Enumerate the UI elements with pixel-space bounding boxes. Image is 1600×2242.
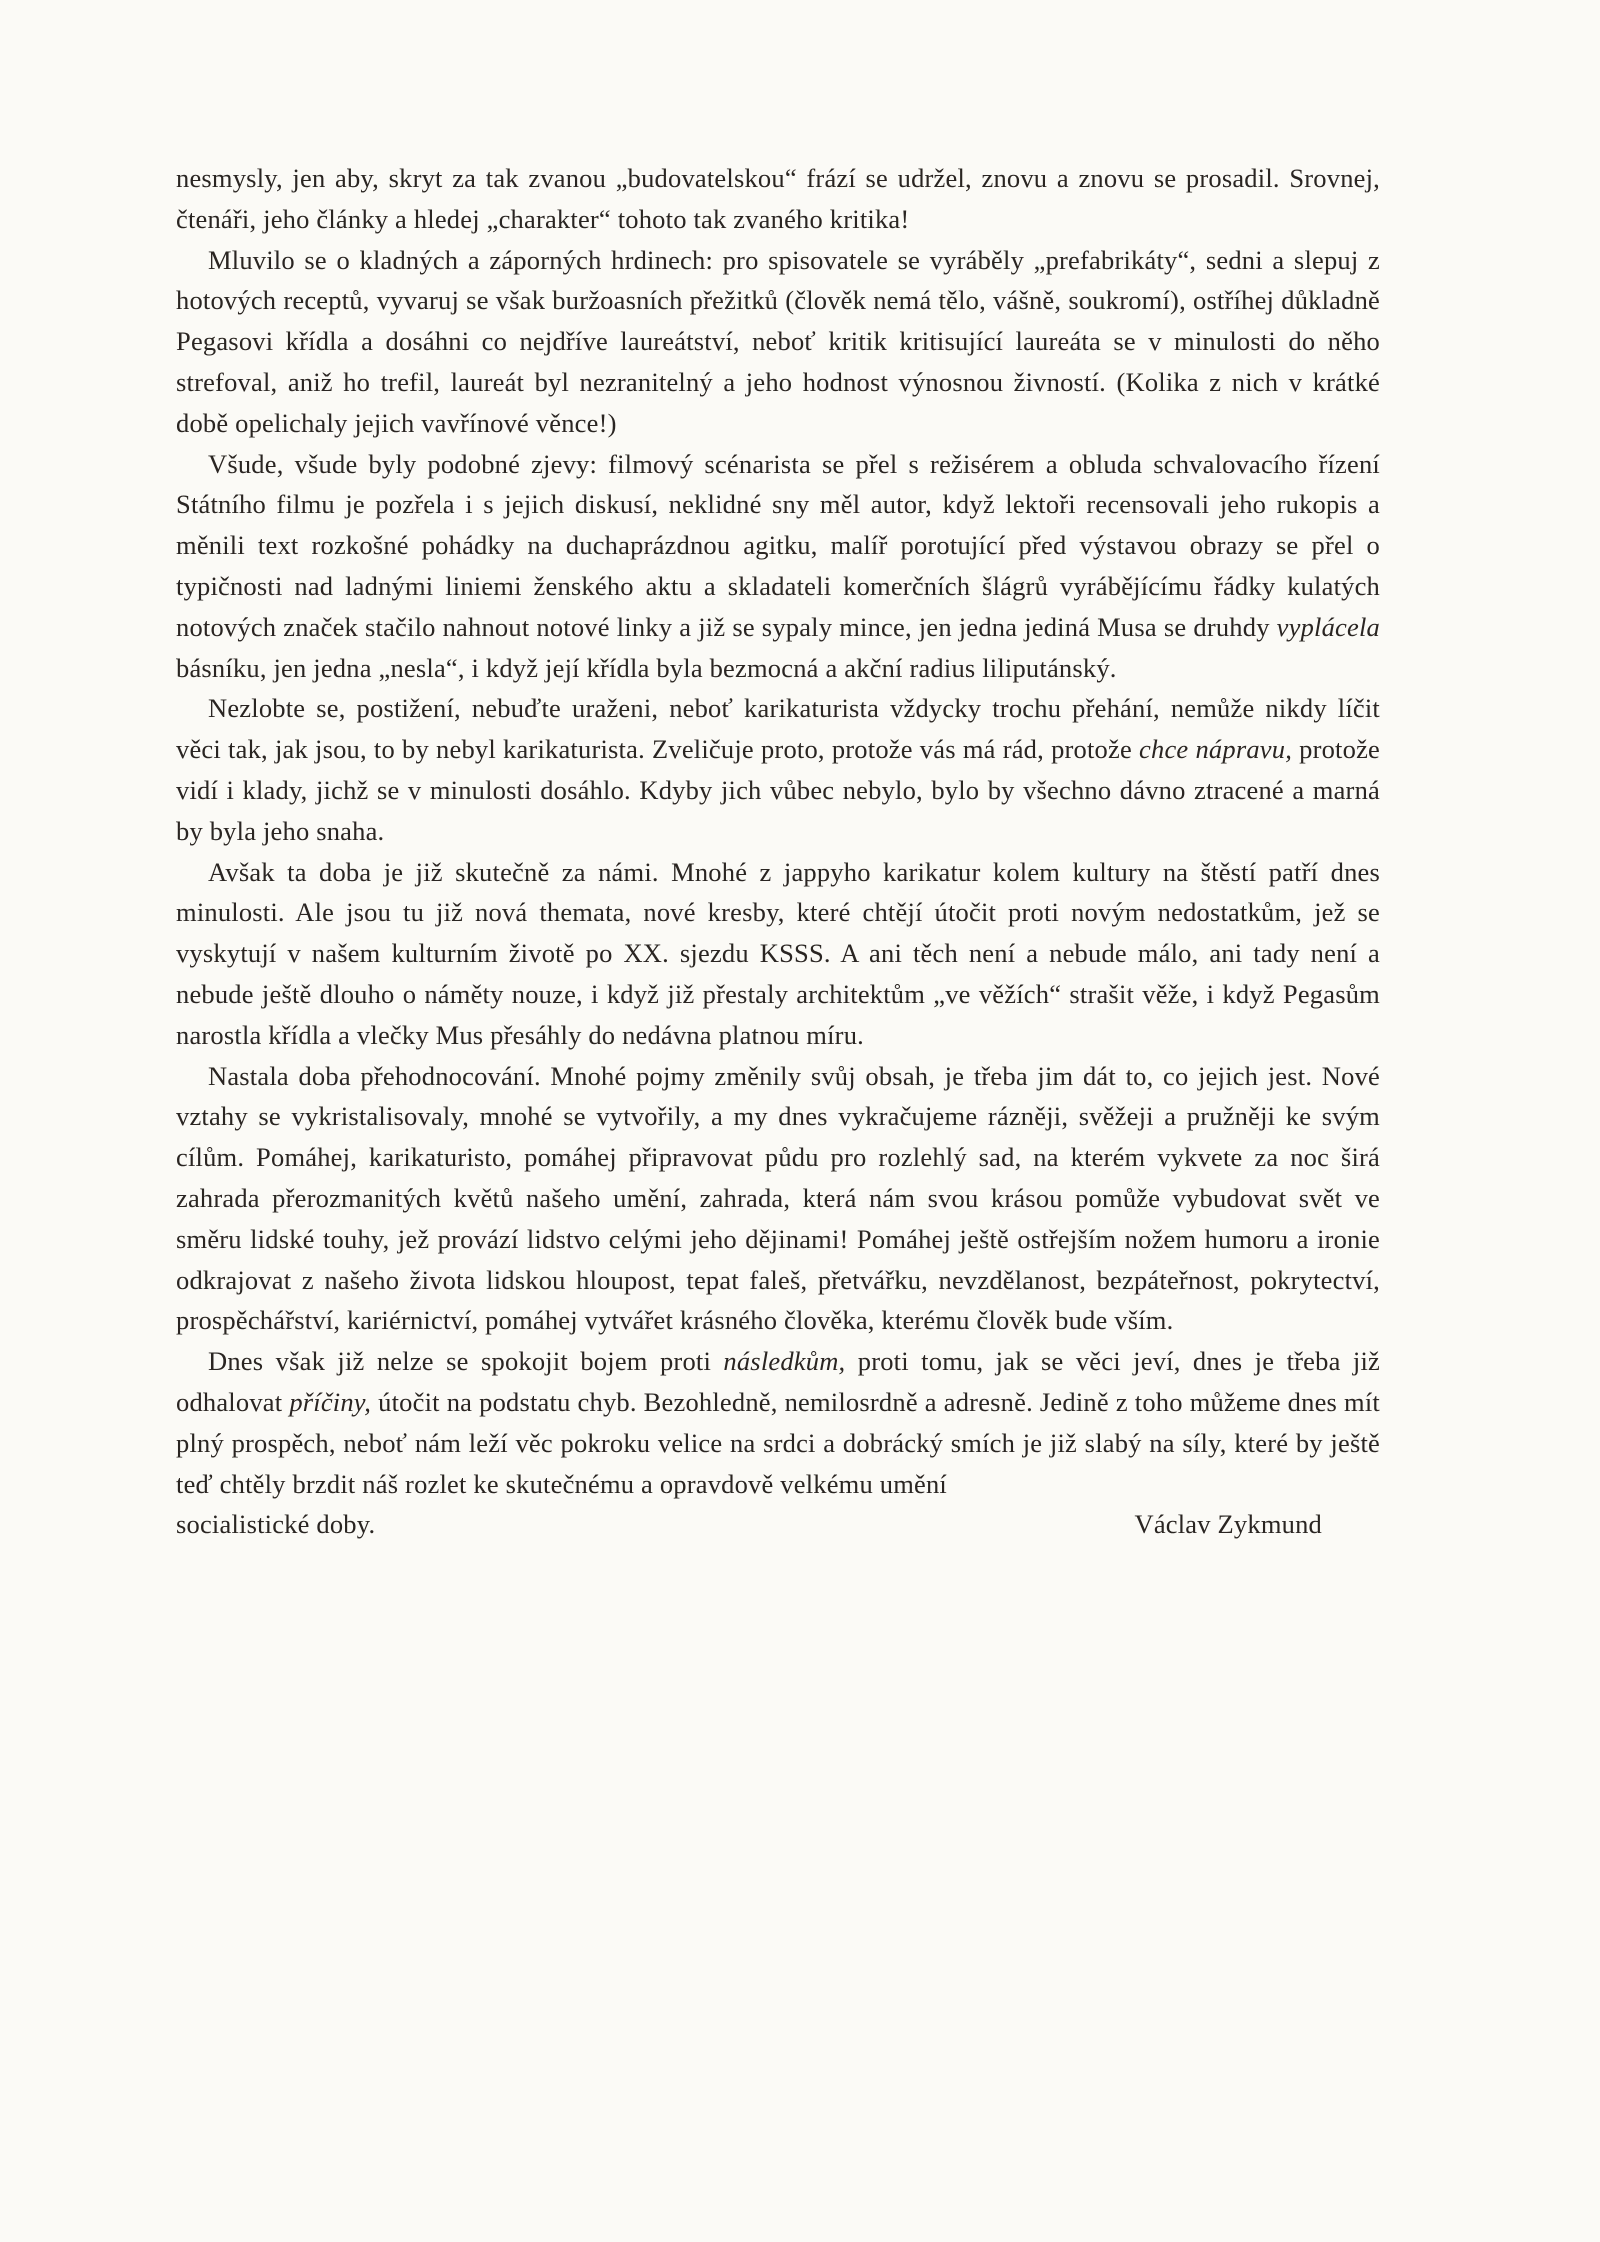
paragraph-text: Avšak ta doba je již skutečně za námi. Mnohé z jappyho karikatur kolem kultury na štěstí patří dnes minulosti. Ale jsou tu již nová themata, nové kresby, které chtějí útočit proti novým nedostatkům, jež se vyskytují v našem kulturním životě po XX. sjezdu KSSS. A ani těch není a nebude málo, ani tady není a nebude ještě dlouho o náměty nouze, i když již přestaly architektům „ve věžích“ strašit věže, i když Pegasům narostla křídla a vlečky Mus přesáhly do nedávna platnou míru. [176,856,1380,1050]
paragraph-text: Dnes však již nelze se spokojit bojem proti [208,1346,724,1377]
paragraph-5 [176,852,1380,1056]
paragraph-6 [176,1056,1380,1342]
paragraph-text: Všude, všude byly podobné zjevy: filmový scénarista se přel s režisérem a obluda schvalovacího řízení Státního filmu je pozřela i s jejich diskusí, neklidné sny měl autor, když lektoři recensovali jeho rukopis a měnili text rozkošné pohádky na duchaprázdnou agitku, malíř porotující před výstavou obrazy se přel o typičnosti nad ladnými liniemi ženského aktu a skladateli komerčních šlágrů vyrábějícímu řádky kulatých notových značek stačilo nahnout notové linky a již se sypaly mince, jen jedna jediná Musa se druhdy [176,448,1380,642]
paragraph-7 [176,1341,1380,1504]
paragraph-text: útočit na podstatu chyb. Bezohledně, nemilosrdně a adresně. Jedině z toho můžeme dnes mít plný prospěch, neboť nám leží věc pokroku velice na srdci a dobrácký smích je již slabý na síly, které by ještě teď chtěly brzdit náš rozlet ke skutečnému a opravdově velkému umění [176,1386,1380,1499]
emphasis-text: chce nápravu, [1139,734,1293,765]
paragraph-text: Mluvilo se o kladných a záporných hrdinech: pro spisovatele se vyráběly „prefabrikáty“, sedni a slepuj z hotových receptů, vyvaruj se však buržoasních přežitků (člověk nemá tělo, vášně, soukromí), ostříhej důkladně Pegasovi křídla a dosáhni co nejdříve laureátství, neboť kritik kritisující laureáta se v minulosti do něho strefoval, aniž ho trefil, laureát byl nezranitelný a jeho hodnost výnosnou živností. (Kolika z nich v krátké době opelichaly jejich vavřínové věnce!) [176,244,1380,438]
paragraph-text: Nezlobte se, postižení, nebuďte uraženi, neboť karikaturista vždycky trochu přehání, nemůže nikdy líčit věci tak, jak jsou, to by nebyl karikaturista. Zveličuje proto, protože vás má rád, protože [176,693,1380,765]
paragraph-2 [176,240,1380,444]
paragraph-4 [176,688,1380,851]
emphasis-text: následkům, [723,1346,846,1377]
paragraph-text: Nastala doba přehodnocování. Mnohé pojmy změnily svůj obsah, je třeba jim dát to, co jejich jest. Nové vztahy se vykristalisovaly, mnohé se vytvořily, a my dnes vykračujeme rázněji, svěžeji a pružněji ke svým cílům. Pomáhej, karikaturisto, pomáhej připravovat půdu pro rozlehlý sad, na kterém vykvete za noc širá zahrada přerozmanitých květů našeho umění, zahrada, která nám svou krásou pomůže vybudovat svět ve směru lidské touhy, jež provází lidstvo celými jeho dějinami! Pomáhej ještě ostřejším nožem humoru a ironie odkrajovat z našeho života lidskou hloupost, tepat faleš, přetvářku, nevzdělanost, bezpáteřnost, pokrytectví, prospěchářství, kariérnictví, pomáhej vytvářet krásného člověka, kterému člověk bude vším. [176,1060,1380,1336]
paragraph-3 [176,444,1380,689]
article-body [176,158,1380,1545]
paragraph-text: nesmysly, jen aby, skryt za tak zvanou „budovatelskou“ frází se udržel, znovu a znovu se prosadil. Srovnej, čtenáři, jeho články a hledej „charakter“ tohoto tak zvaného kritika! [176,163,1380,234]
emphasis-text: příčiny, [289,1386,372,1417]
author-signature: Václav Zykmund [1134,1509,1322,1540]
paragraph-text: protože vidí i klady, jichž se v minulosti dosáhlo. Kdyby jich vůbec nebylo, bylo by všechno dávno ztracené a marná by byla jeho snaha. [176,734,1380,846]
closing-line [176,1504,1380,1545]
paragraph-text: básníku, jen jedna „nesla“, i když její křídla byla bezmocná a akční radius liliputánský. [176,652,1117,683]
emphasis-text: vyplácela [1276,611,1380,642]
final-line-text: socialistické doby. [176,1509,376,1540]
paragraph-text: proti tomu, jak se věci jeví, dnes je třeba již odhalovat [176,1346,1380,1417]
paragraph-1 [176,158,1380,240]
